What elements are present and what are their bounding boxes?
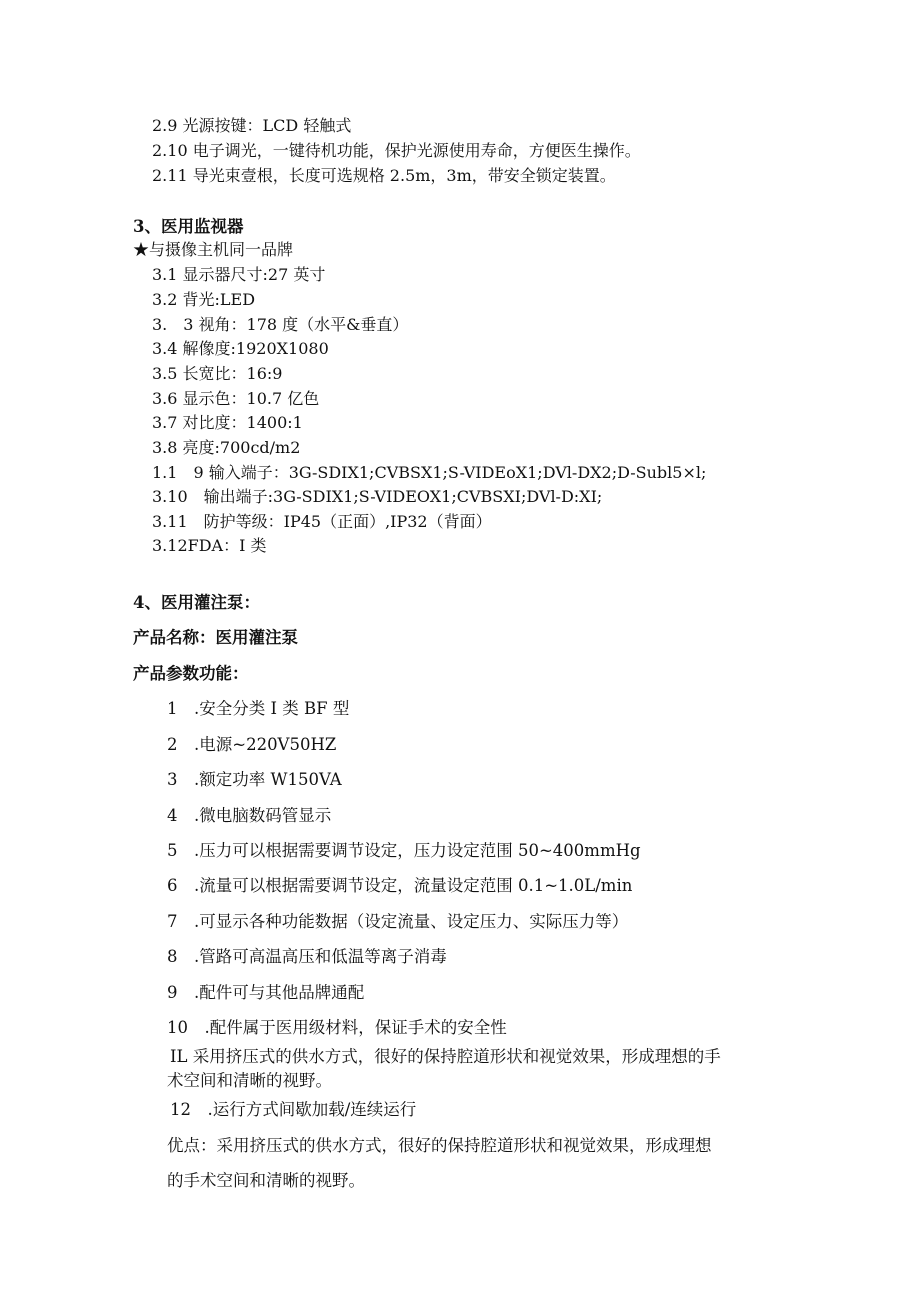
section4-item-10: 10 .配件属于医用级材料，保证手术的安全性 xyxy=(167,1018,507,1037)
section3-heading: 3、医用监视器 xyxy=(133,217,244,236)
section4-advantages: 优点：采用挤压式的供水方式，很好的保持腔道形状和视觉效果，形成理想 xyxy=(167,1136,712,1155)
section3-item-3-12: 3.12FDA：I 类 xyxy=(152,536,267,555)
section2-item-2-9: 2.9 光源按键：LCD 轻触式 xyxy=(152,116,352,135)
section2-item-2-10: 2.10 电子调光，一键待机功能，保护光源使用寿命，方便医生操作。 xyxy=(152,141,641,160)
section4-item-1: 1 .安全分类 I 类 BF 型 xyxy=(167,699,350,718)
section3-item-3-7: 3.7 对比度：1400:1 xyxy=(152,413,303,432)
section4-item-4: 4 .微电脑数码管显示 xyxy=(167,806,332,825)
section4-product-name: 产品名称：医用灌注泵 xyxy=(133,628,298,647)
section4-heading: 4、医用灌注泵： xyxy=(133,593,260,612)
section4-item-11-cont: 术空间和清晰的视野。 xyxy=(167,1071,332,1090)
section3-item-3-1: 3.1 显示器尺寸:27 英寸 xyxy=(152,265,326,284)
section3-item-3-4: 3.4 解像度:1920X1080 xyxy=(152,339,329,358)
section3-item-3-9: 1.1 9 输入端子：3G-SDIX1;CVBSX1;S-VIDEoX1;DVl-DX2;D-Subl5×l; xyxy=(152,463,707,482)
section2-item-2-11: 2.11 导光束壹根，长度可选规格 2.5m，3m，带安全锁定装置。 xyxy=(152,166,616,185)
section4-item-7: 7 .可显示各种功能数据（设定流量、设定压力、实际压力等） xyxy=(167,912,629,931)
section3-item-3-10: 3.10 输出端子:3G-SDIX1;S-VIDEOX1;CVBSXI;DVl-D:XI; xyxy=(152,487,603,506)
section3-item-3-2: 3.2 背光:LED xyxy=(152,290,256,309)
section4-item-11: IL 采用挤压式的供水方式，很好的保持腔道形状和视觉效果，形成理想的手 xyxy=(170,1047,721,1066)
section4-params-heading: 产品参数功能： xyxy=(133,664,249,683)
section4-item-3: 3 .额定功率 W150VA xyxy=(167,770,342,789)
section3-note: ★与摄像主机同一品牌 xyxy=(133,240,294,259)
section3-item-3-6: 3.6 显示色：10.7 亿色 xyxy=(152,389,320,408)
section4-item-9: 9 .配件可与其他品牌通配 xyxy=(167,983,365,1002)
section4-item-6: 6 .流量可以根据需要调节设定，流量设定范围 0.1~1.0L/min xyxy=(167,876,633,895)
section4-item-8: 8 .管路可高温高压和低温等离子消毒 xyxy=(167,947,447,966)
section4-item-12: 12 .运行方式间歇加载/连续运行 xyxy=(170,1100,417,1119)
section4-advantages-cont: 的手术空间和清晰的视野。 xyxy=(167,1171,365,1190)
section4-item-2: 2 .电源~220V50HZ xyxy=(167,735,337,754)
section3-item-3-3: 3. 3 视角：178 度（水平&垂直） xyxy=(152,315,409,334)
section3-item-3-11: 3.11 防护等级：IP45（正面）,IP32（背面） xyxy=(152,512,492,531)
section3-item-3-5: 3.5 长宽比：16:9 xyxy=(152,364,283,383)
section3-item-3-8: 3.8 亮度:700cd/m2 xyxy=(152,438,301,457)
section4-item-5: 5 .压力可以根据需要调节设定，压力设定范围 50~400mmHg xyxy=(167,841,641,860)
